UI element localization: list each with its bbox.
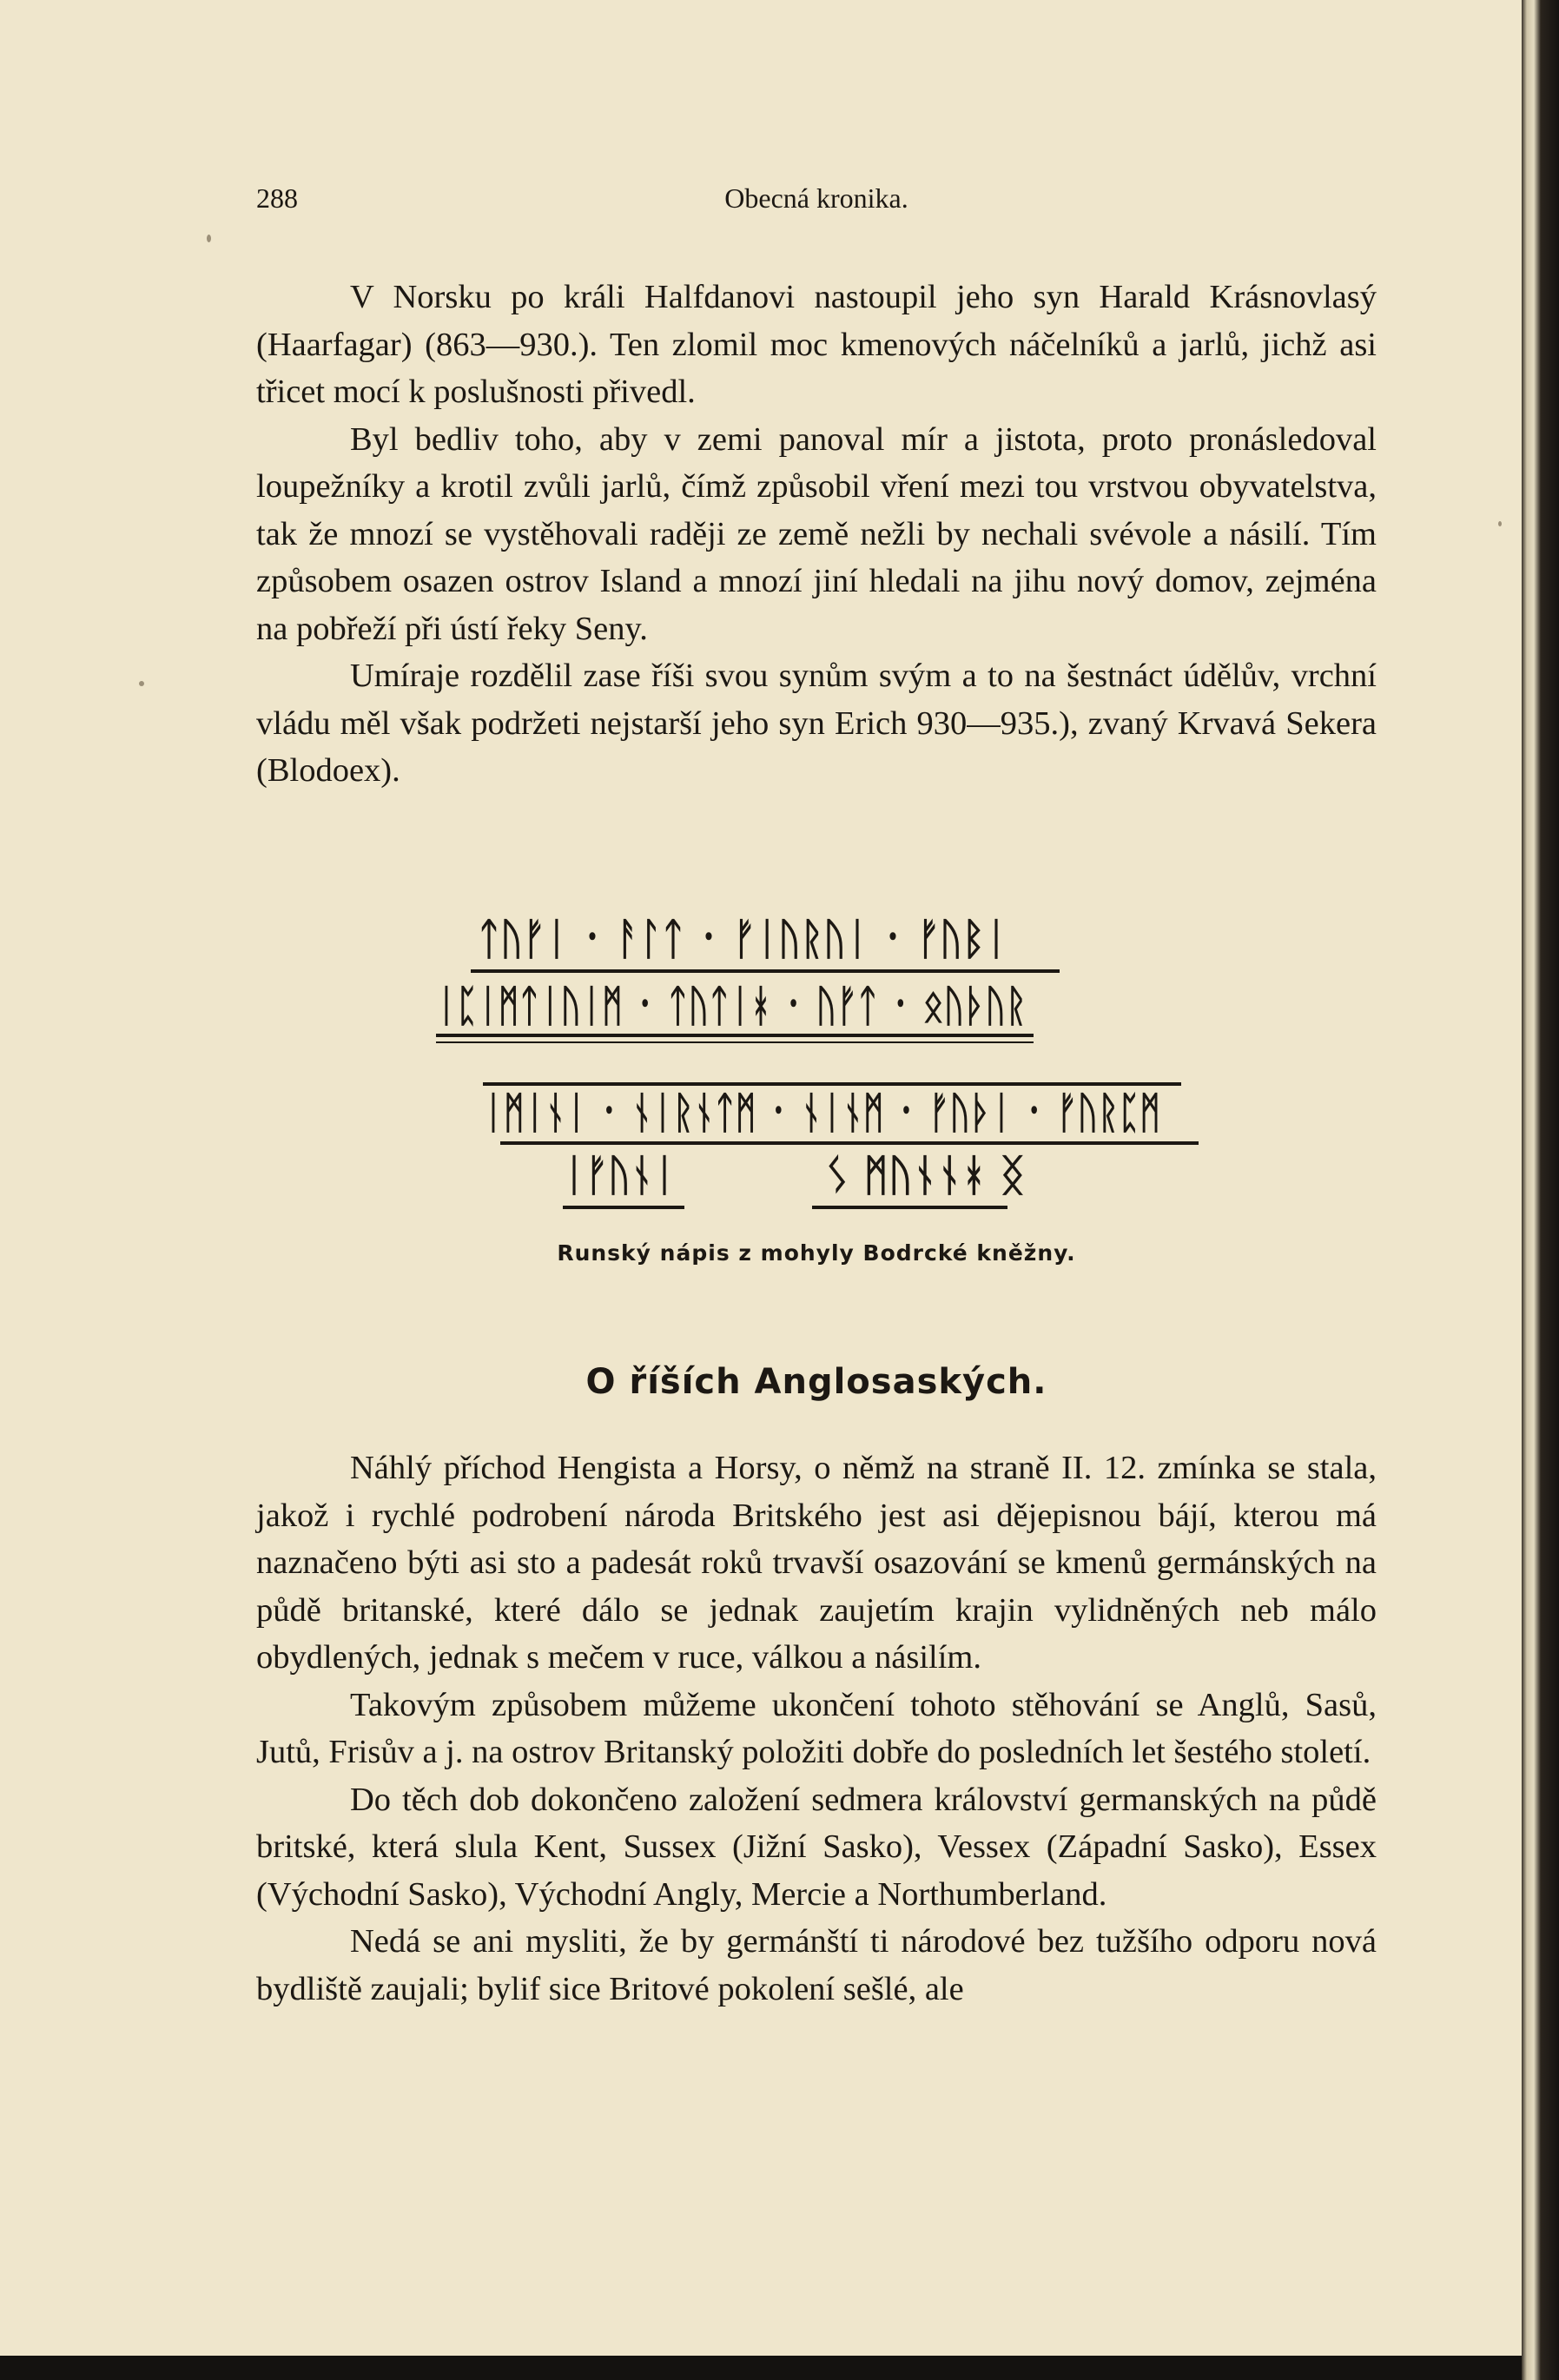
rune-line-1: ᛏᚢᚠᛁ ᛫ ᚨᛚᛏ ᛫ ᚠᛁᚢᚱᚢᛁ ᛫ ᚠᚢᛒᛁ: [478, 914, 1007, 964]
text-block-anglo-saxon: [256, 1445, 1377, 2013]
figure-caption: Runský nápis z mohyly Bodrcké kněžny.: [557, 1240, 1076, 1266]
scan-border: [0, 2356, 1522, 2380]
rune-line-4: ᛁᚠᚢᚾᛁ: [563, 1150, 676, 1200]
section-title: O říších Anglosaských.: [585, 1362, 1047, 1402]
paragraph: Takovým způsobem můžeme ukončení tohoto stěhování se Anglů, Sasů, Jutů, Frisův a j. na ostrov Britanský položiti dobře do posledních let šestého století.: [256, 1686, 1377, 1770]
paragraph: Umíraje rozdělil zase říši svou synům svým a to na šestnáct údělův, vrchní vládu měl však podržeti nejstarší jeho syn Erich 930—935.), zvaný Krvavá Sekera (Blodoex).: [256, 658, 1377, 789]
page-header: [256, 182, 1377, 217]
paragraph: V Norsku po králi Halfdanovi nastoupil jeho syn Harald Krásnovlasý (Haarfagar) (863—930.). Ten zlomil moc kmenových náčelníků a jarlů, jichž asi třicet mocí k poslušnosti přivedl.: [256, 279, 1377, 410]
paper-blemish: [1498, 521, 1502, 526]
paper-blemish: [139, 681, 144, 686]
rune-line-5: ᛊ ᛗᚢᚾᚾᚼ ᛝ: [825, 1150, 1025, 1200]
paragraph: Náhlý příchod Hengista a Horsy, o němž na straně II. 12. zmínka se stala, jakož i rychlé podrobení národa Britského jest asi dějepisnou bájí, kterou má naznačeno býti asi sto a padesát roků trvavší osazování se kmenů germánských na půdě britanské, které dálo se jednak zaujetím krajin vylidněných neb málo obydlených, jednak s mečem v ruce, válkou a násilím.: [256, 1450, 1377, 1676]
rune-inscription-figure: [417, 903, 1225, 1225]
running-title: Obecná kronika.: [724, 182, 908, 214]
page-number: 288: [256, 182, 298, 214]
rune-line-2: ᛁᛈᛁᛗᛏᛁᚢᛁᛗ ᛫ ᛏᚢᛏᛁᚼ ᛫ ᚢᚠᛏ ᛫ ᛟᚢᚦᚢᚱ: [436, 981, 1027, 1031]
paragraph: Byl bedliv toho, aby v zemi panoval mír a jistota, proto pronásledoval loupežníky a krotil zvůli jarlů, čímž způsobil vření mezi tou vrstvou obyvatelstva, tak že mnozí se vystěhovali raději ze země nežli by nechali svévole a násilí. Tím způsobem osazen ostrov Island a mnozí jiní hledali na jihu nový domov, zejména na pobřeží při ústí řeky Seny.: [256, 420, 1377, 647]
paragraph: Nedá se ani mysliti, že by germánští ti národové bez tužšího odporu nová bydliště zaujali; bylif sice Britové pokolení sešlé, ale: [256, 1923, 1377, 2007]
text-block-norway: [256, 274, 1377, 795]
rune-line-3: ᛁᛗᛁᚾᛁ ᛫ ᚾᛁᚱᚾᛏᛗ ᛫ ᚾᛁᚾᛗ ᛫ ᚠᚢᚦᛁ ᛫ ᚠᚢᚱᛈᛗ: [483, 1088, 1160, 1138]
paper-blemish: [207, 235, 211, 242]
page-edge: [1522, 0, 1559, 2380]
paragraph: Do těch dob dokončeno založení sedmera království germanských na půdě britské, která slula Kent, Sussex (Jižní Sasko), Vessex (Západní Sasko), Essex (Východní Sasko), Východní Angly, Mercie a Northumberland.: [256, 1781, 1377, 1913]
rune-inscription: [417, 903, 1225, 1225]
